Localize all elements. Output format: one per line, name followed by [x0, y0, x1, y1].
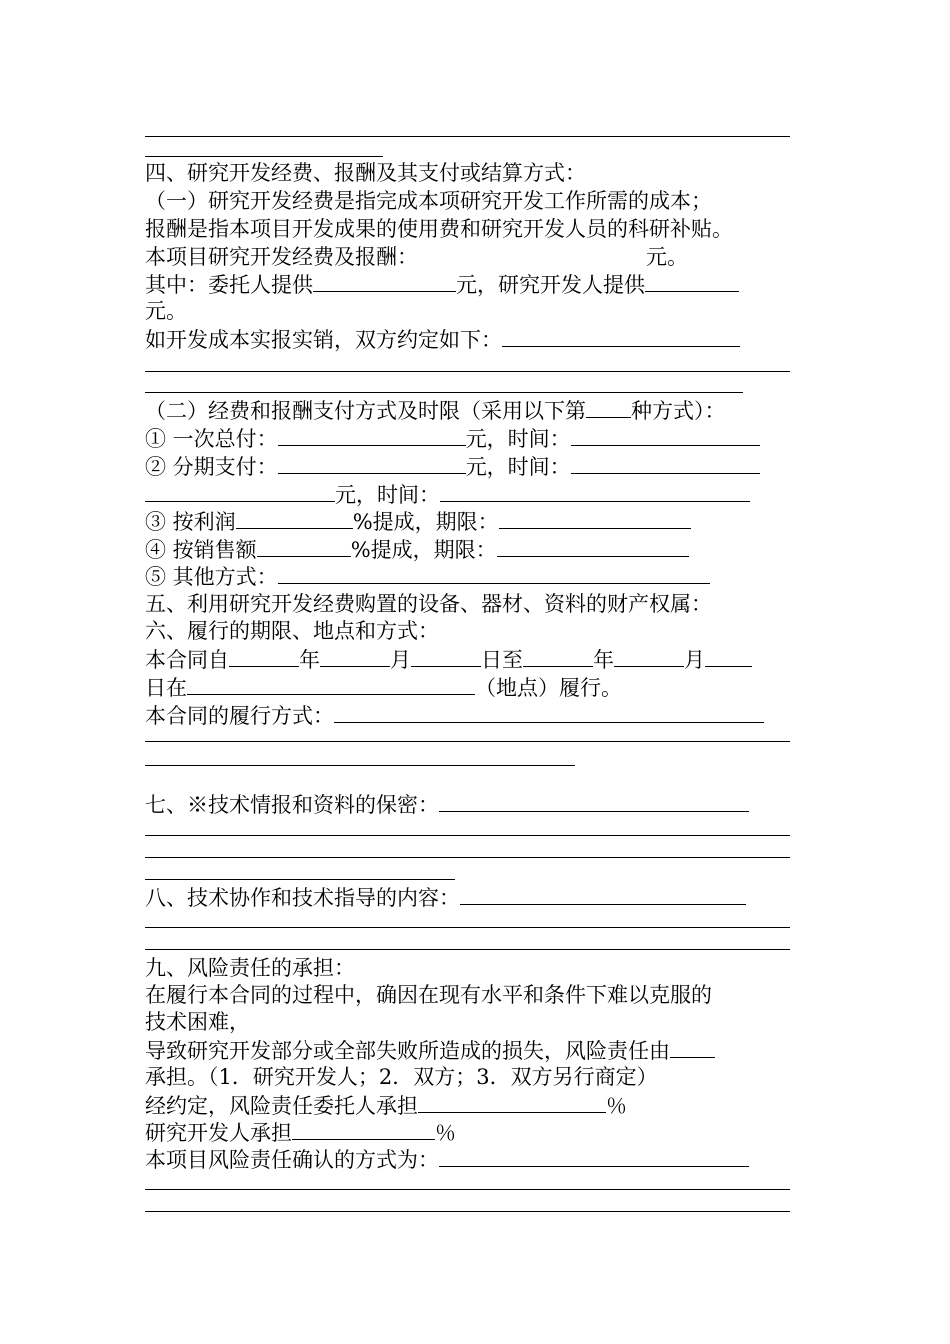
client-share-field[interactable] — [418, 1092, 606, 1113]
risk-confirm-field[interactable] — [439, 1146, 749, 1167]
tech-guidance-field[interactable] — [460, 884, 746, 905]
option1-row: ① 一次总付： 元，时间： — [145, 425, 760, 451]
place-row: 日在 （地点）履行。 — [145, 676, 622, 700]
blank-line[interactable] — [145, 835, 790, 836]
risk-line2: 技术困难， — [145, 1010, 250, 1034]
installment-amount-field-2[interactable] — [145, 481, 335, 502]
method-number-field[interactable] — [586, 397, 631, 418]
sales-percent-field[interactable] — [257, 536, 351, 557]
option3-row: ③ 按利润 %提成，期限： — [145, 508, 691, 534]
profit-term-field[interactable] — [499, 508, 691, 529]
blank-line[interactable] — [145, 1189, 790, 1190]
place-field[interactable] — [187, 674, 475, 695]
section7-row: 七、※技术情报和资料的保密： — [145, 791, 749, 817]
funding-split-row: 其中：委托人提供 元，研究开发人提供 — [145, 271, 739, 297]
start-month-field[interactable] — [320, 646, 390, 667]
option4-row: ④ 按销售额 %提成，期限： — [145, 536, 689, 562]
term-row: 本合同自 年 月 日至 年 月 — [145, 646, 752, 672]
section5-heading: 五、利用研究开发经费购置的设备、器材、资料的财产权属： — [145, 592, 712, 616]
risk-line4: 承担。（1．研究开发人；2．双方；3．双方另行商定） — [145, 1065, 658, 1089]
funding-amount-row: 本项目研究开发经费及报酬： 元。 — [145, 245, 688, 269]
section6-heading: 六、履行的期限、地点和方式： — [145, 619, 439, 643]
sales-term-field[interactable] — [497, 536, 689, 557]
section9-heading: 九、风险责任的承担： — [145, 956, 355, 980]
option5-row: ⑤ 其他方式： — [145, 563, 710, 589]
confidentiality-field[interactable] — [439, 791, 749, 812]
section4-para1-line2: 报酬是指本项目开发成果的使用费和研究开发人员的科研补贴。 — [145, 217, 733, 241]
blank-line[interactable] — [145, 741, 790, 742]
lump-sum-amount-field[interactable] — [278, 425, 466, 446]
profit-percent-field[interactable] — [236, 508, 353, 529]
section4-heading: 四、研究开发经费、报酬及其支付或结算方式： — [145, 161, 586, 185]
actual-cost-field[interactable] — [502, 326, 740, 347]
end-month-field[interactable] — [614, 646, 684, 667]
method-row: 本合同的履行方式： — [145, 702, 764, 728]
option2-row: ② 分期支付： 元，时间： — [145, 453, 760, 479]
risk-confirm-row: 本项目风险责任确认的方式为： — [145, 1146, 749, 1172]
installment-amount-field[interactable] — [278, 453, 466, 474]
developer-amount-field[interactable] — [645, 271, 739, 292]
other-method-field[interactable] — [278, 563, 710, 584]
lump-sum-time-field[interactable] — [571, 425, 760, 446]
risk-line3: 导致研究开发部分或全部失败所造成的损失，风险责任由 — [145, 1037, 715, 1063]
payment-method-heading: （二）经费和报酬支付方式及时限（采用以下第 种方式）： — [145, 399, 726, 423]
funding-split-end: 元。 — [145, 299, 187, 323]
blank-line[interactable] — [145, 765, 575, 766]
blank-line[interactable] — [145, 371, 790, 372]
blank-line[interactable] — [145, 392, 743, 393]
blank-line[interactable] — [145, 857, 790, 858]
actual-cost-row: 如开发成本实报实销，双方约定如下： — [145, 326, 740, 352]
risk-line1: 在履行本合同的过程中，确因在现有水平和条件下难以克服的 — [145, 983, 712, 1007]
end-year-field[interactable] — [523, 646, 593, 667]
section4-para1-line1: （一）研究开发经费是指完成本项研究开发工作所需的成本； — [145, 189, 712, 213]
blank-line[interactable] — [145, 879, 455, 880]
blank-line[interactable] — [145, 136, 790, 137]
risk-party-field[interactable] — [670, 1037, 715, 1058]
developer-share-row: 研究开发人承担 ％ — [145, 1121, 456, 1145]
blank-line[interactable] — [145, 1211, 790, 1212]
developer-share-field[interactable] — [292, 1119, 435, 1140]
start-day-field[interactable] — [411, 646, 481, 667]
performance-method-field[interactable] — [334, 702, 764, 723]
installment-time-field[interactable] — [571, 453, 760, 474]
blank-line[interactable] — [145, 156, 383, 157]
option2-row2: 元，时间： — [145, 481, 750, 507]
client-amount-field[interactable] — [313, 271, 456, 292]
client-share-row: 经约定，风险责任委托人承担 ％ — [145, 1094, 627, 1118]
section8-row: 八、技术协作和技术指导的内容： — [145, 884, 746, 910]
installment-time-field-2[interactable] — [440, 481, 750, 502]
start-year-field[interactable] — [229, 646, 299, 667]
blank-line[interactable] — [145, 949, 790, 950]
blank-line[interactable] — [145, 927, 790, 928]
end-day-field[interactable] — [705, 646, 752, 667]
